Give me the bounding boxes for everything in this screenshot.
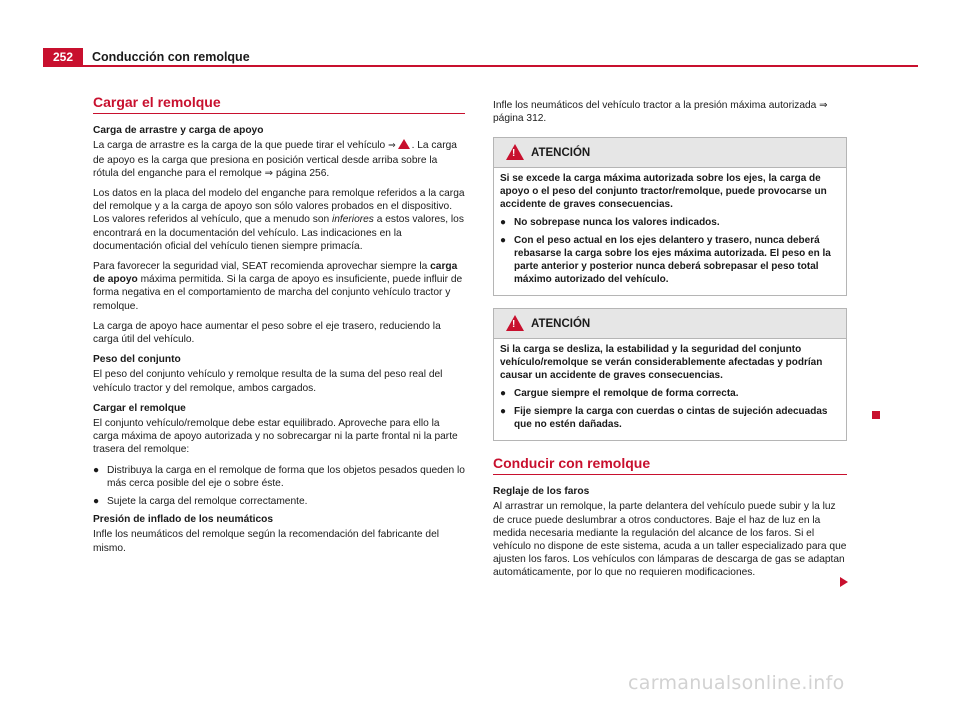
subhead-reglaje: Reglaje de los faros	[493, 486, 590, 498]
subhead-presion: Presión de inflado de los neumáticos	[93, 514, 274, 526]
warning-header	[494, 309, 846, 339]
list-item-text: Cargue siempre el remolque de forma correcta.	[514, 388, 739, 400]
ref-arrow[interactable]: ⇒	[388, 141, 396, 152]
list-item-text: Con el peso actual en los ejes delantero y trasero, nunca deberá rebasarse la carga sobre los ejes máxima autorizada. El peso en la parte anterior y posterior nunca deberá sobrepasar el peso total máximo autorizado del vehículo.	[514, 235, 831, 286]
bullet-icon: ●	[93, 496, 100, 508]
bullet-icon: ●	[500, 406, 507, 418]
bullet-icon: ●	[500, 217, 507, 229]
section-title-conducir: Conducir con remolque	[493, 457, 847, 475]
list-item	[93, 495, 465, 508]
paragraph: Infle los neumáticos del vehículo tractor a la presión máxima autorizada ⇒ página 312.	[493, 100, 828, 125]
strong-text: carga de apoyo	[93, 261, 458, 286]
paragraph: Infle los neumáticos del remolque según la recomendación del fabricante del mismo.	[93, 529, 440, 554]
list-item-text: No sobrepase nunca los valores indicados.	[514, 217, 720, 229]
list-item	[500, 234, 840, 286]
page-number: 252	[43, 48, 83, 66]
bullet-icon: ●	[93, 464, 100, 476]
list-item-text: Fije siempre la carga con cuerdas o cintas de sujeción adecuadas que no estén dañadas.	[514, 406, 828, 431]
text-run: Los datos en la placa del modelo del enganche para remolque referidos a la carga del remolque y a la carga de apoyo son sólo valores probados en el dispositivo. Los valores referidos al vehículo, que a menudo son	[93, 188, 465, 226]
text-run: a estos valores, los encontrará en la documentación del vehículo. Las indicaciones en la documentación oficial del vehículo tienen siempre primacía.	[93, 214, 464, 252]
warning-label: ATENCIÓN	[531, 318, 591, 331]
text-run: La carga de arrastre es la carga de la que puede tirar el vehículo	[93, 140, 389, 152]
paragraph: El conjunto vehículo/remolque debe estar equilibrado. Aproveche para ello la carga máxima de apoyo autorizada y no sobrecargar ni la parte frontal ni la parte trasera del remolque:	[93, 418, 458, 456]
warning-box	[493, 137, 847, 296]
warning-icon[interactable]	[398, 139, 410, 149]
warning-label: ATENCIÓN	[531, 147, 591, 160]
paragraph: La carga de apoyo hace aumentar el peso sobre el eje trasero, reduciendo la carga útil del vehículo.	[93, 320, 441, 346]
list-item	[500, 387, 840, 400]
warning-body	[494, 339, 846, 440]
paragraph	[93, 187, 465, 253]
continue-arrow-icon	[840, 577, 848, 587]
left-column	[93, 96, 465, 562]
chapter-title: Conducción con remolque	[92, 50, 250, 64]
exclamation-icon: !	[512, 148, 516, 160]
bullet-icon: ●	[500, 388, 507, 400]
watermark: carmanualsonline.info	[628, 672, 845, 694]
list-item	[93, 464, 465, 490]
subhead-carga-arrastre: Carga de arrastre y carga de apoyo	[93, 125, 264, 137]
section-title-cargar: Cargar el remolque	[93, 96, 465, 114]
text-run: . La carga de apoyo es la carga que presiona en posición vertical desde arriba sobre la rótula del enganche para el remolque ⇒ página 256.	[93, 140, 457, 179]
exclamation-icon: !	[512, 319, 516, 331]
warning-box	[493, 308, 847, 441]
bullet-icon: ●	[500, 235, 507, 247]
section-end-marker	[872, 411, 880, 419]
list-item-text: Distribuya la carga en el remolque de forma que los objetos pesados queden lo más cerca posible del eje o sobre éste.	[107, 464, 465, 489]
text-run: Para favorecer la seguridad vial, SEAT recomienda aprovechar siempre la	[93, 261, 431, 273]
subhead-peso: Peso del conjunto	[93, 354, 181, 366]
subhead-cargar-remolque: Cargar el remolque	[93, 402, 186, 414]
header-rule	[43, 65, 918, 67]
list-item	[500, 405, 840, 431]
list-item-text: Sujete la carga del remolque correctamente.	[107, 496, 308, 508]
text-run: máxima permitida. Si la carga de apoyo es insuficiente, puede influir de forma negativa en el comportamiento de marcha del conjunto vehículo tractor y remolque.	[93, 274, 463, 312]
paragraph: El peso del conjunto vehículo y remolque resulta de la suma del peso real del vehículo tractor y del remolque, ambos cargados.	[93, 369, 443, 394]
list-item	[500, 216, 840, 229]
paragraph	[93, 139, 465, 180]
section-conducir	[493, 457, 847, 587]
paragraph: Al arrastrar un remolque, la parte delantera del vehículo puede subir y la luz de cruce puede deslumbrar a otros conductores. Baje el haz de luz en la medida necesaria mediante la regulación del alcance de los faros. Si el vehículo no dispone de este sistema, acuda a un taller especializado para que ajusten los faros. Los vehículos con lámparas de descarga de gas se adaptan automáticamente, por lo que no requieren modificaciones.	[493, 501, 847, 579]
warning-text: Si se excede la carga máxima autorizada sobre los ejes, la carga de apoyo o el peso del conjunto tractor/remolque, puede provocarse un accidente de graves consecuencias.	[500, 173, 827, 211]
emphasis: inferiores	[331, 214, 374, 226]
warning-body	[494, 168, 846, 295]
paragraph	[93, 260, 465, 313]
warning-text: Si la carga se desliza, la estabilidad y la seguridad del conjunto vehículo/remolque se verán considerablemente afectadas y podrían causar un accidente de graves consecuencias.	[500, 344, 823, 382]
warning-header	[494, 138, 846, 168]
right-column	[493, 99, 847, 453]
